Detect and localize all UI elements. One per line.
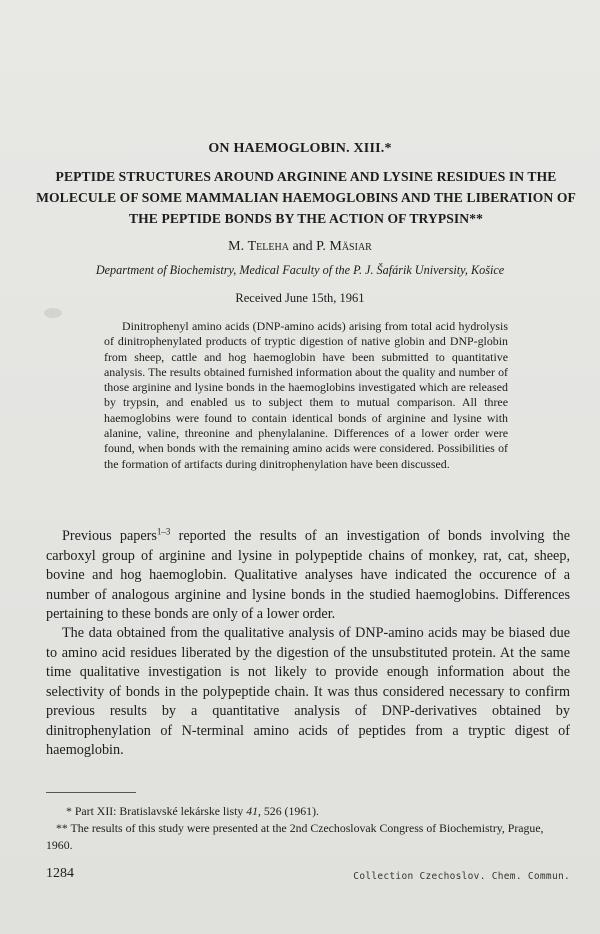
received-date: Received June 15th, 1961 <box>235 291 365 305</box>
author1-surname: Teleha <box>247 239 289 254</box>
footnotes <box>46 803 570 854</box>
scan-smudge <box>44 308 62 318</box>
citation-superscript: 1–3 <box>156 526 171 537</box>
abstract: Dinitrophenyl amino acids (DNP-amino acids) arising from total acid hydrolysis of dinitrophenylated products of tryptic digestion of native globin and DNP-globin from sheep, cattle and hog haemoglobin have been submitted to quantitative analysis. The results obtained furnished information about the quality and number of those arginine and lysine bonds in the haemoglobins investigated which are released by trypsin, and enabled us to subject them to mutual comparison. All three haemoglobins were found to contain identical bonds of arginine and lysine with alanine, valine, threonine and phenylalanine. Differences of a lower order were found, when bonds with the remaining amino acids were considered. Possibilities of the formation of artifacts during dinitrophenylation have been discussed. <box>104 319 508 471</box>
author2-surname: Mäsiar <box>329 239 372 254</box>
footnote-1-end: , 526 (1961). <box>258 804 319 818</box>
authors-conjunction: and <box>288 239 317 254</box>
paragraph-1-start: Previous papers <box>62 528 157 544</box>
footnote-1-volume: 41 <box>246 804 258 818</box>
footnote-2: ** The results of this study were presented at the 2nd Czechoslovak Congress of Biochemistry, Prague, 1960. <box>46 821 544 852</box>
affiliation: Department of Biochemistry, Medical Faculty of the P. J. Šafárik University, Košice <box>95 263 505 277</box>
footnote-rule <box>46 792 136 793</box>
footnote-1 <box>46 803 570 820</box>
author2-initial: P. <box>316 239 330 254</box>
article-title: PEPTIDE STRUCTURES AROUND ARGININE AND LYSINE RESIDUES IN THE MOLECULE OF SOME MAMMALIAN HAEMOGLOBINS AND THE LIBERATION OF THE PEPTIDE BONDS BY THE ACTION OF TRYPSIN** <box>36 169 576 226</box>
author1-initial: M. <box>228 239 248 254</box>
footnote-1-text: * Part XII: Bratislavské lekárske listy <box>66 804 247 818</box>
paragraph-1-rest: reported the results of an investigation of bonds involving the carboxyl group of arginine and lysine in polypeptide chains of monkey, rat, cat, sheep, bovine and hog haemoglobin. Qualitative analyses have indicated the occurence of a number of analogous arginine and lysine bonds in the studied haemoglobins. Differences pertaining to these bonds are only of a lower order. <box>46 528 570 622</box>
series-title: ON HAEMOGLOBIN. XIII.* <box>208 141 392 156</box>
journal-name: Collection Czechoslov. Chem. Commun. <box>353 871 570 882</box>
body-paragraph-1 <box>46 527 570 625</box>
page-number: 1284 <box>46 866 74 881</box>
body-paragraph-2: The data obtained from the qualitative analysis of DNP-amino acids may be biased due to amino acid residues liberated by the digestion of the unsubstituted protein. At the same time qualitative investigation is not likely to provide enough information about the selectivity of bonds in the polypeptide chain. It was thus considered necessary to confirm previous results by a quantitative analysis of DNP-derivatives obtained by dinitrophenylation of N-terminal amino acids of peptides from a tryptic digest of haemoglobin. <box>46 625 570 758</box>
authors <box>0 239 600 255</box>
